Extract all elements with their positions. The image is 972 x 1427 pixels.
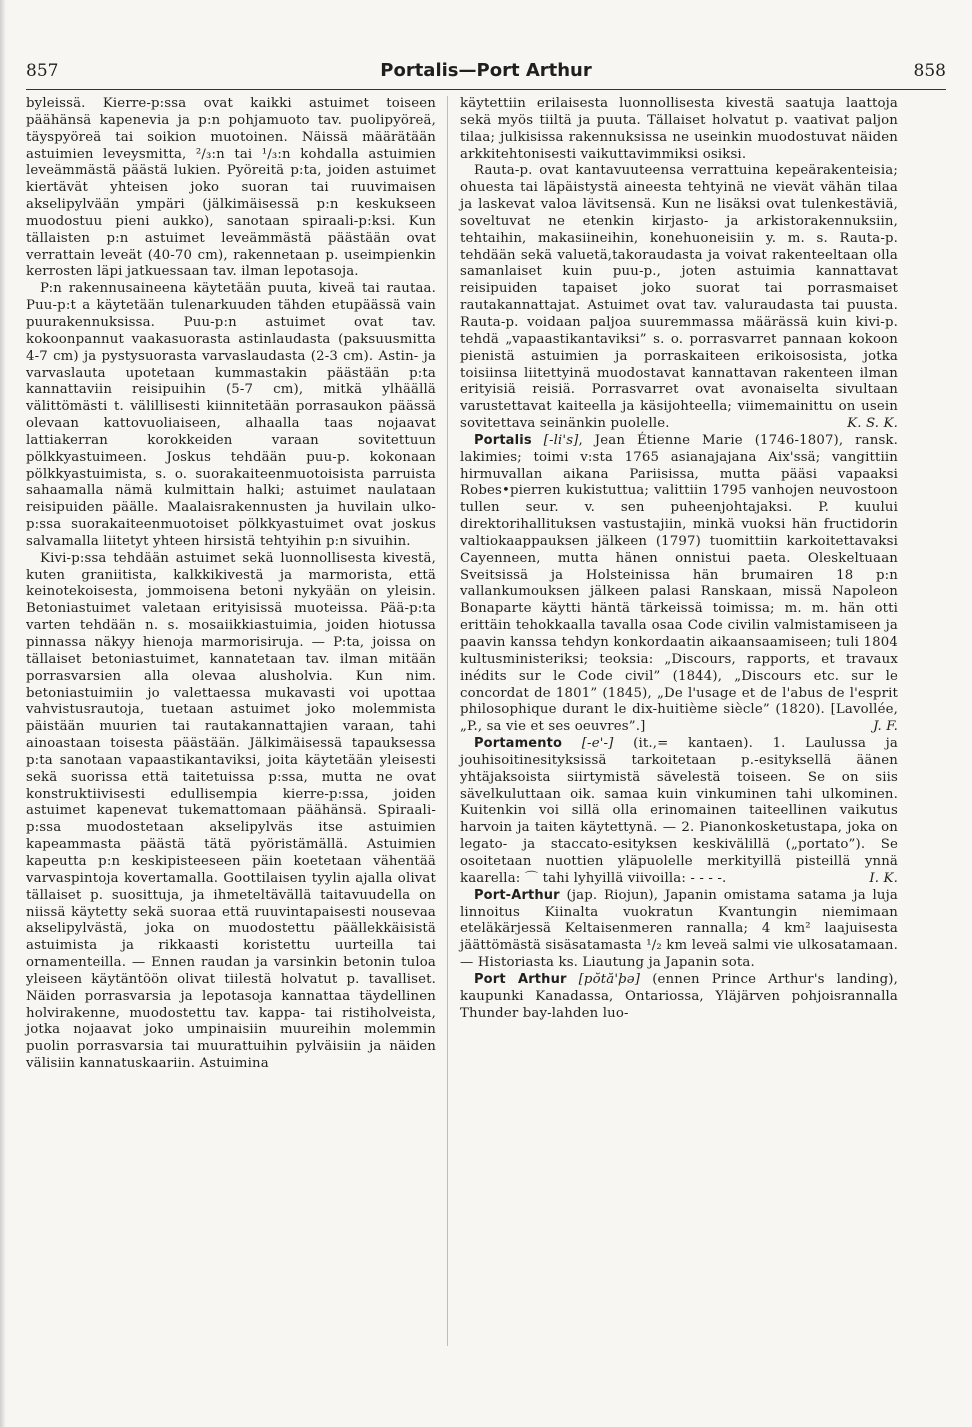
rauta-signature: K. S. K. — [847, 416, 898, 432]
column-divider — [447, 96, 448, 1346]
rauta-text: Rauta-p. ovat kantavuuteensa verrattuina kepeärakenteisia; ohuesta tai läpäistystä aineesta tehtyinä ne vievät vähän tilaa ja laskevat valoa lävitsensä. Kun ne lisäksi ovat tulenkestäviä, soveltuvat ne etenkin kirjasto- ja arkistorakennuksiin, tehtaihin, makasiineihin, konehuoneisiin y. m. s. Rauta-p. tehdään sekä valuetä,takoraudasta ja voivat rakenteeltaan olla samanlaiset kuin puu-p., joten astuimia kannattavat reisipuiden tapaiset joko suorat tai porrasmaiset rautakannattajat. Astuimet ovat tav. valuraudasta tai puusta. Rauta-p. voidaan paljoa suuremmassa määrässä kuin kivi-p. tehdä „vapaastikantaviksi” s. o. porrasvarret pannaan kokoon pienistä astuimien ja porraskaiteen erikoisosista, jotka toisiinsa liitettyinä muodostavat kannattavan rakenteen ilman erityisiä reisiä. Porrasvarret ovat avonaiselta sivultaan varustettavat kaiteella ja käsijohteella; viimemainittu on usein sovitettava seinänkin puolelle. — [460, 163, 898, 432]
entry-portalis-head: Portalis — [474, 432, 532, 448]
entry-portalis-body: , Jean Étienne Marie (1746-1807), ransk. lakimies; toimi v:sta 1765 asianajajana Aix'ssä; vangittiin hirmuvallan aikana Pariisissa, mutta pääsi vapaaksi Robes•pierren kukistuttua; valittiin 1795 vanhojen neuvostoon tullen seur. v. sen puheenjohtajaksi. P. kuului direktorihallituksen vastustajiin, minkä vuoksi hän fructidorin valtiokaappauksen jälkeen (1797) tuomittiin karkoitettavaksi Cayenneen, mutta hänen onnistui paeta. Oleskeltuaan Sveitsissä ja Holsteinissa hän brumairen 18 p:n vallankumouksen jälkeen palasi Ranskaan, missä Napoleon Bonaparte käytti häntä tärkeissä toimissa; m. m. hän otti erittäin tehokkaalla tavalla osaa Code civilin valmistamiseen ja paavin kanssa tehdyn konkordaatin aikaansaamiseen; tuli 1804 kultusministeriksi; teoksia: „Discours, rapports, et travaux inédits sur le Code civil” (1844), „Discours etc. sur le concordat de 1801” (1845), „De l'usage et de l'abus de l'esprit philosophique durant le dix-huitième siècle” (1820). [Lavollée, „P., sa vie et ses oeuvres”.] — [460, 432, 898, 735]
left-column — [26, 96, 436, 1073]
page-header — [26, 60, 946, 90]
entry-portamento-body: (it.,= kantaen). 1. Laulussa ja jouhisoitinesityksissä tarkoitetaan p.-esityksellä äänen yhtäjaksoista siirtymistä sävelestä toiseen. Se on siis sävelkuluttaan oik. samaa kuin vinkuminen tahi ulkominen. Kuitenkin voi sillä olla erinomainen taiteellinen vaikutus harvoin ja taiten käytettynä. — 2. Pianonkosketustapa, joka on legato- ja staccato-esityksen keskivälillä („portato”). Se osoitetaan nuottien yläpuolelle merkityillä pisteillä ynnä kaarella: ⌒ tahi lyhyillä viivoilla: - - - -. — [460, 736, 898, 886]
left-page-number: 857 — [26, 61, 59, 81]
right-column — [460, 96, 898, 1022]
entry-port-arthur-2 — [460, 972, 898, 1023]
left-paragraph-1: byleissä. Kierre-p:ssa ovat kaikki astuimet toiseen päähänsä kapenevia ja p:n pohjamuoto tav. puolipyöreä, täyspyöreä tai soikion muotoinen. Näissä määrätään astuimien leveysmitta, ²/₃:n tai ¹/₃:n kohdalla astuimien leveämmästä päästä lukien. Pyöreitä p:ta, joiden astuimet kiertävät yhteisen joko suoran tai ruuvimaisen akselipylvään ympäri (jälkimäisessä p:n keskukseen muodostuu pieni aukko), sanotaan spiraali-p:ksi. Kun tällaisten p:n astuimet leveämmästä päästään ovat verrattain leveät (40-70 cm), rakennetaan p. useimpienkin kerrosten läpi jatkuessaan tav. ilman lepotasoja. — [26, 96, 436, 280]
entry-port-arthur-2-body: (ennen Prince Arthur's landing), kaupunki Kanadassa, Ontariossa, Yläjärven pohjoisrannalla Thunder bay-lahden luo- — [460, 971, 898, 1021]
entry-portamento — [460, 736, 898, 888]
scan-edge — [0, 0, 6, 1427]
left-paragraph-2: P:n rakennusaineena käytetään puuta, kiveä tai rautaa. Puu-p:t a käytetään tulenarkuuden tähden etupäässä vain puurakennuksissa. Puu-p:n astuimet ovat tav. kokoonpannut vaakasuorasta astinlaudasta (paksuusmitta 4-7 cm) ja pystysuorasta varvaslaudasta (2-3 cm). Astin- ja varvaslauta upotetaan kummastakin päästään p:ta kannattaviin reisipuihin (5-7 cm), mitkä ylhäällä välittömästi t. välillisesti kiinnitetään porrasaukon päässä olevaan kattovuoliaiseen, alhaalla taas nojaavat lattiakerran korokkeiden varaan sovitettuun pölkkyastuimeen. Joskus tehdään puu-p. kokonaan pölkkyastuimista, s. o. suorakaiteenmuotoisista parruista sahaamalla nämä kulmittain halki; astuimet naulataan reisipuiden päälle. Maalaisrakennusten ja huvilain ulko-p:ssa suorakaiteenmuotoiset pölkkyastuimet ovat joskus salvamalla liitetyt yhteen hirsistä tehtyihin p:n sivuihin. — [26, 281, 436, 549]
entry-port-arthur-1-head: Port-Arthur — [474, 887, 560, 903]
entry-portalis-signature: J. F. — [873, 719, 898, 735]
entry-portalis — [460, 433, 898, 736]
entry-portalis-pronunciation: [-li's] — [543, 432, 579, 448]
entry-port-arthur-1 — [460, 888, 898, 972]
entry-portamento-pronunciation: [-e'-] — [581, 736, 614, 752]
entry-portamento-signature: I. K. — [869, 870, 898, 886]
right-page-number: 858 — [913, 61, 946, 81]
entry-port-arthur-2-pronunciation: [pŏtă'þə] — [578, 971, 641, 987]
page-title: Portalis—Port Arthur — [380, 60, 592, 81]
header-rule — [26, 89, 946, 90]
entry-portamento-head: Portamento — [474, 736, 563, 752]
right-paragraph-1: käytettiin erilaisesta luonnollisesta kivestä saatuja laattoja sekä myös tiiltä ja puuta. Tällaiset holvatut p. vaativat paljon tilaa; julkisissa rakennuksissa ne useinkin muodostuvat näiden arkkitehtonisesti vaikuttavimmiksi osiksi. — [460, 96, 898, 162]
left-paragraph-3: Kivi-p:ssa tehdään astuimet sekä luonnollisesta kivestä, kuten graniitista, kalkkikivestä ja marmorista, että keinotekoisesta, jommoisena betoni nykyään on yleisin. Betoniastuimet valetaan erityisissä muoteissa. Pää-p:ta varten tehdään n. s. mosaiikkiastuimia, joiden hiotussa pinnassa näkyy hienoja marmorisiruja. — P:ta, joissa on tällaiset betoniastuimet, kannatetaan tav. ilman mitään porrasvarsien alla olevaa alusholvia. Kun nim. betoniastuimiin jo valettaessa mukavasti voi upottaa vahvistusrautoja, tuetaan astuimet joko molemmista päistään muurien tai rautakannattajien varaan, tahi ainoastaan toisesta päästään. Jälkimäisessä tapauksessa p:ta sanotaan vapaastikantaviksi, joita käytetään yleisesti sekä suorissa että taitetuissa p:ssa, mutta ne ovat konstruktiivisesti edullisempia kierre-p:ssa, joiden astuimet kapenevat tukemattomaan päähänsä. Spiraali-p:ssa muodostetaan akselipylväs itse astuimien kapeammasta päästä tätä pyöristämällä. Astuimien kapeutta p:n keskipisteeseen päin koetetaan vähentää varvaspintoja kovertamalla. Goottilaisen tyylin ajalla olivat tällaiset p. suosittuja, ja ihmeteltävällä taitavuudella on niissä käytetty sekä suoraa että ruuvintapaisesti nousevaa akselipylvästä, joka on muodostettu päällekkäisistä astuimista ja rikkaasti koristettu uurteilla tai ornamenteilla. — Ennen raudan ja varsinkin betonin tuloa yleiseen käytäntöön olivat tiilestä holvatut p. tavalliset. Näiden porrasvarsia ja lepotasoja kannattaa täydellinen holvirakenne, muodostettu tav. kappa- tai ristiholveista, jotka nojaavat joko umpinaisiin muureihin molemmin puolin porrasvarsia tai muurattuihin pylväisiin ja näiden välisiin kannatuskaariin. Astuimina — [26, 550, 436, 1072]
entry-port-arthur-1-body: (jap. Riojun), Japanin omistama satama ja luja linnoitus Kiinalta vuokratun Kvantungin niemimaan eteläkärjessä Keltaisenmeren rannalla; 4 km² laajuisesta jäättömästä sisäsatamasta ¹/₂ km leveä salmi vie ulkosatamaan. — Historiasta ks. Liautung ja Japanin sota. — [460, 887, 898, 971]
right-paragraph-2 — [460, 163, 898, 433]
entry-port-arthur-2-head: Port Arthur — [474, 971, 567, 987]
